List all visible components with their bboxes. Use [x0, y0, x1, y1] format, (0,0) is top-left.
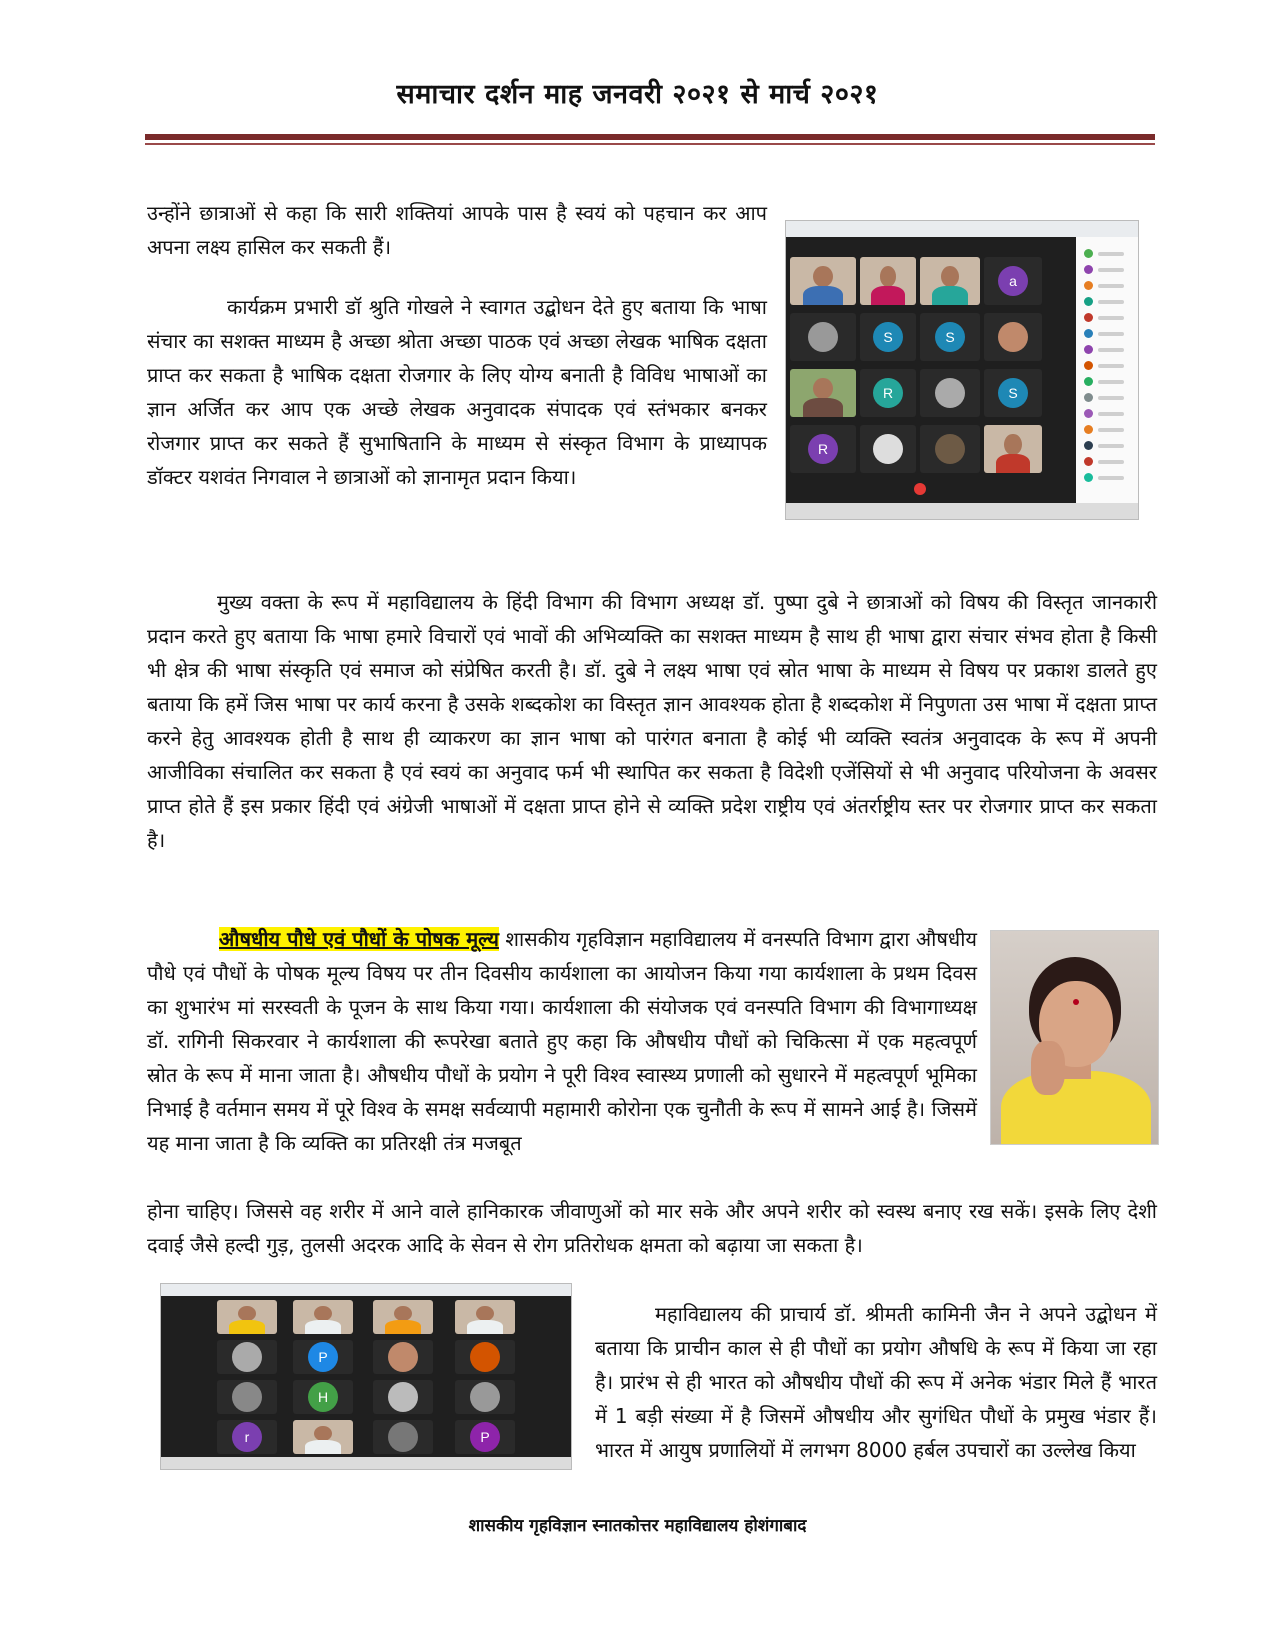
browser-tab-bar — [786, 221, 1138, 237]
participant-tile — [455, 1380, 515, 1414]
participant-photo — [388, 1382, 418, 1412]
participant-tile — [293, 1340, 353, 1374]
taskbar — [786, 503, 1138, 519]
participant-avatar: R — [873, 378, 903, 408]
paragraph-2: कार्यक्रम प्रभारी डॉ श्रुति गोखले ने स्वागत उद्बोधन देते हुए बताया कि भाषा संचार का सशक्त माध्यम है अच्छा श्रोता अच्छा पाठक एवं अच्छा लेखक भाषिक दक्षता प्राप्त कर सकता है भाषिक दक्षता रोजगार के लिए योग्य बनाती है विविध भाषाओं का ज्ञान अर्जित कर आप एक अच्छे लेखक अनुवादक संपादक एवं स्तंभकार बनकर रोजगार प्राप्त कर सकते हैं सुभाषितानि के माध्यम से संस्कृत विभाग के प्राध्यापक डॉक्टर यशवंत निगवाल ने छात्राओं को ज्ञानामृत प्रदान किया। — [147, 295, 767, 489]
meeting-screenshot-2 — [160, 1283, 572, 1470]
paragraph-1: उन्होंने छात्राओं से कहा कि सारी शक्तियां आपके पास है स्वयं को पहचान कर आप अपना लक्ष्य हासिल कर सकती हैं। — [147, 201, 767, 259]
participant-photo — [935, 378, 965, 408]
participant-tile — [984, 369, 1042, 417]
participant-tile — [790, 313, 856, 361]
participant-tile — [920, 313, 980, 361]
participant-photo — [232, 1382, 262, 1412]
participant-photo — [232, 1342, 262, 1372]
participant-tile — [217, 1420, 277, 1454]
participant-photo — [470, 1382, 500, 1412]
participant-video — [455, 1300, 515, 1334]
header-rule-thin — [145, 143, 1155, 145]
participant-video — [293, 1420, 353, 1454]
participant-video — [984, 425, 1042, 473]
participant-avatar: r — [232, 1422, 262, 1452]
participant-avatar: P — [470, 1422, 500, 1452]
taskbar — [161, 1457, 571, 1469]
participant-video — [860, 257, 916, 305]
participant-video — [920, 257, 980, 305]
participant-tile — [293, 1380, 353, 1414]
meeting-screenshot-1 — [785, 220, 1139, 520]
participant-video — [217, 1300, 277, 1334]
header-rule-thick — [145, 134, 1155, 140]
participant-tile — [455, 1340, 515, 1374]
participant-tile — [860, 313, 916, 361]
participant-tile — [860, 425, 916, 473]
participant-photo — [808, 322, 838, 352]
participant-tile — [373, 1380, 433, 1414]
end-call-icon — [914, 483, 926, 495]
participant-photo — [935, 434, 965, 464]
participant-tile — [920, 369, 980, 417]
participant-avatar: H — [308, 1382, 338, 1412]
participant-tile — [373, 1420, 433, 1454]
paragraph-5: महाविद्यालय की प्राचार्य डॉ. श्रीमती कामिनी जैन ने अपने उद्बोधन में बताया कि प्राचीन काल से ही पौधों का प्रयोग औषधि के रूप में किया जा रहा है। प्रारंभ से ही भारत को औषधीय पौधों की रूप में अनेक भंडार मिले हैं भारत में 1 बड़ी संख्या में है जिसमें औषधीय और सुगंधित पौधों के प्रमुख भंडार हैं। भारत में आयुष प्रणालियों में लगभग 8000 हर्बल उपचारों का उल्लेख किया — [595, 1302, 1157, 1462]
participant-avatar: P — [308, 1342, 338, 1372]
paragraph-4-continued: होना चाहिए। जिससे वह शरीर में आने वाले हानिकारक जीवाणुओं को मार सके और अपने शरीर को स्वस्थ बनाए रख सकें। इसके लिए देशी दवाई जैसे हल्दी गुड़, तुलसी अदरक आदि के सेवन से रोग प्रतिरोधक क्षमता को बढ़ाया जा सकता है। — [147, 1199, 1157, 1257]
participant-tile — [217, 1380, 277, 1414]
participant-video — [373, 1300, 433, 1334]
footer-text: शासकीय गृहविज्ञान स्नातकोत्तर महाविद्यालय होशंगाबाद — [468, 1516, 807, 1536]
participants-panel — [1076, 237, 1138, 503]
participant-tile — [217, 1340, 277, 1374]
participant-tile — [455, 1420, 515, 1454]
participant-photo — [388, 1342, 418, 1372]
participant-photo — [998, 322, 1028, 352]
participant-avatar: S — [873, 322, 903, 352]
paragraph-4-text: शासकीय गृहविज्ञान महाविद्यालय में वनस्पति विभाग द्वारा औषधीय पौधे एवं पौधों के पोषक मूल्य विषय पर तीन दिवसीय कार्यशाला का आयोजन किया गया कार्यशाला के प्रथम दिवस का शुभारंभ मां सरस्वती के पूजन के साथ किया गया। कार्यशाला की संयोजक एवं वनस्पति विभाग की विभागाध्यक्ष डॉ. रागिनी सिकरवार ने कार्यशाला की रूपरेखा बताते हुए कहा कि औषधीय पौधों को चिकित्सा में एक महत्वपूर्ण स्रोत के रूप में माना जाता है। औषधीय पौधों के प्रयोग ने पूरी विश्व स्वास्थ्य प्रणाली को सुधारने में महत्वपूर्ण भूमिका निभाई है वर्तमान समय में पूरे विश्व के समक्ष सर्वव्यापी महामारी कोरोना एक चुनौती के रूप में सामने आई है। जिसमें यह माना जाता है कि व्यक्ति का प्रतिरक्षी तंत्र मजबूत — [147, 927, 978, 1155]
participant-tile — [920, 425, 980, 473]
participant-photo — [873, 434, 903, 464]
participant-tile — [373, 1340, 433, 1374]
participant-video — [790, 369, 856, 417]
page-title: समाचार दर्शन माह जनवरी २०२१ से मार्च २०२१ — [396, 79, 879, 110]
participant-avatar: S — [935, 322, 965, 352]
paragraph-3: मुख्य वक्ता के रूप में महाविद्यालय के हिंदी विभाग की विभाग अध्यक्ष डॉ. पुष्पा दुबे ने छात्राओं को विषय की विस्तृत जानकारी प्रदान करते हुए बताया कि भाषा हमारे विचारों एवं भावों की अभिव्यक्ति का सशक्त माध्यम है साथ ही भाषा द्वारा संचार संभव होता है किसी भी क्षेत्र की भाषा संस्कृति एवं समाज को संप्रेषित करती है। डॉ. दुबे ने लक्ष्य भाषा एवं स्रोत भाषा के माध्यम से विषय पर प्रकाश डालते हुए बताया कि हमें जिस भाषा पर कार्य करना है उसके शब्दकोश का विस्तृत ज्ञान आवश्यक होता है शब्दकोश में निपुणता उस भाषा में दक्षता प्राप्त करने हेतु आवश्यक होती है साथ ही व्याकरण का ज्ञान भाषा को पारंगत बनाता है कोई भी व्यक्ति स्वतंत्र अनुवादक के रूप में अपनी आजीविका संचालित कर सकता है एवं स्वयं का अनुवाद फर्म भी स्थापित कर सकता है विदेशी एजेंसियों से भी अनुवाद परियोजना के अवसर प्राप्त होते हैं इस प्रकार हिंदी एवं अंग्रेजी भाषाओं में दक्षता प्राप्त होने से व्यक्ति प्रदेश राष्ट्रीय एवं अंतर्राष्ट्रीय स्तर पर रोजगार प्राप्त कर सकता है। — [147, 590, 1157, 852]
participant-avatar: S — [998, 378, 1028, 408]
participant-photo — [470, 1342, 500, 1372]
portrait-photo — [990, 930, 1159, 1145]
participant-tile — [984, 257, 1042, 305]
participant-video — [293, 1300, 353, 1334]
participant-tile — [984, 313, 1042, 361]
section-heading-highlight: औषधीय पौधे एवं पौधों के पोषक मूल्य — [219, 927, 499, 951]
paragraph-4 — [147, 922, 977, 1160]
participant-video — [790, 257, 856, 305]
participant-avatar: a — [998, 266, 1028, 296]
participant-tile — [860, 369, 916, 417]
participant-tile — [790, 425, 856, 473]
participant-photo — [388, 1422, 418, 1452]
browser-tab-bar — [161, 1284, 571, 1296]
participant-avatar: R — [808, 434, 838, 464]
